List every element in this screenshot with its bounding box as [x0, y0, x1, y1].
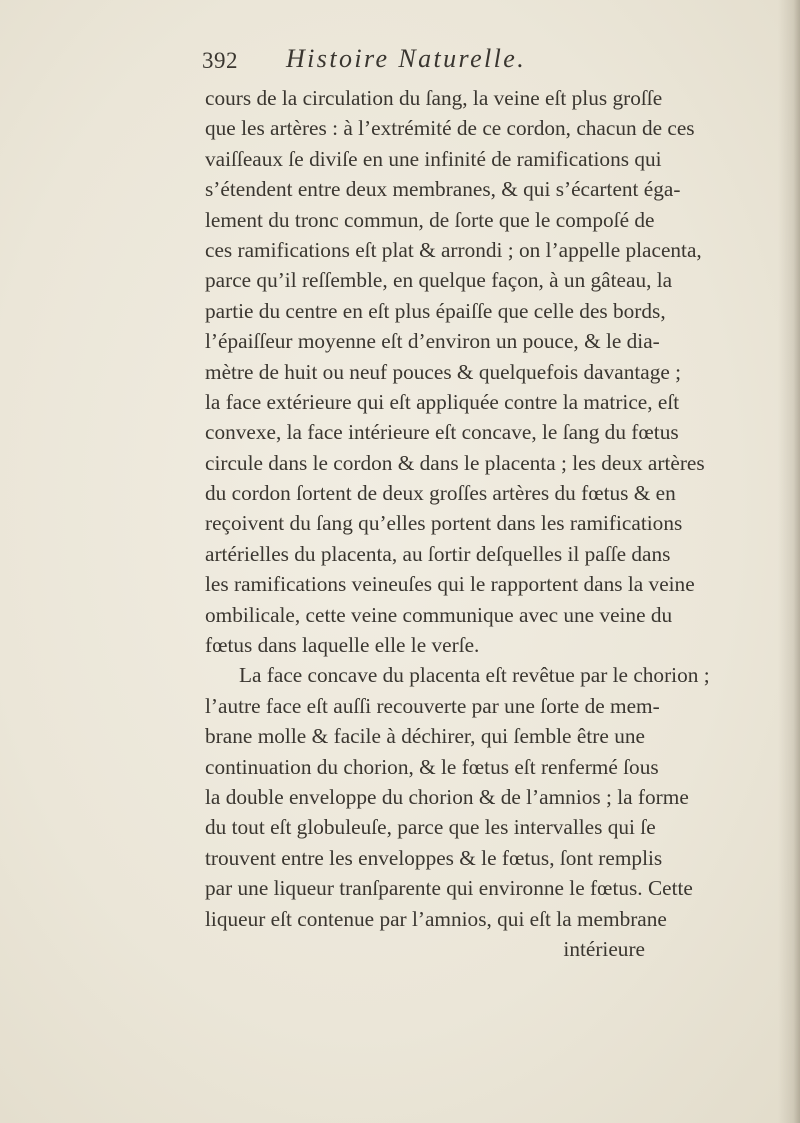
text-line: lement du tronc commun, de ſorte que le compoſé de — [205, 207, 655, 232]
text-line: que les artères : à l’extrémité de ce cordon, chacun de ces — [205, 116, 695, 141]
text-line: la face extérieure qui eſt appliquée contre la matrice, eſt — [205, 389, 680, 414]
text-line: l’épaiſſeur moyenne eſt d’environ un pouce, & le dia- — [205, 329, 660, 354]
text-line: du tout eſt globuleuſe, parce que les intervalles qui ſe — [205, 815, 656, 840]
page-number: 392 — [202, 48, 238, 73]
text-line: continuation du chorion, & le fœtus eſt renfermé ſous — [205, 754, 659, 779]
text-line: la double enveloppe du chorion & de l’amnios ; la forme — [205, 784, 689, 809]
text-line: trouvent entre les enveloppes & le fœtus, ſont remplis — [205, 845, 663, 870]
text-line: par une liqueur tranſparente qui environne le fœtus. Cette — [205, 876, 693, 901]
text-line: artérielles du placenta, au ſortir deſquelles il paſſe dans — [205, 541, 671, 566]
text-line: ombilicale, cette veine communique avec une veine du — [205, 602, 673, 627]
page-edge-shadow — [778, 0, 800, 1123]
text-line: fœtus dans laquelle elle le verſe. — [205, 633, 480, 658]
text-line: s’étendent entre deux membranes, & qui s’écartent éga- — [205, 177, 681, 202]
text-line: brane molle & facile à déchirer, qui ſemble être une — [205, 724, 645, 749]
text-line: du cordon ſortent de deux groſſes artères du fœtus & en — [205, 481, 676, 506]
text-line: reçoivent du ſang qu’elles portent dans les ramifications — [205, 511, 683, 536]
text-line: partie du centre en eſt plus épaiſſe que celle des bords, — [205, 298, 666, 323]
text-line: vaiſſeaux ſe diviſe en une infinité de ramifications qui — [205, 146, 662, 171]
text-line: convexe, la face intérieure eſt concave, le ſang du fœtus — [205, 420, 679, 445]
running-title: Histoire Naturelle. — [286, 44, 527, 73]
text-line: ces ramifications eſt plat & arrondi ; on l’appelle placenta, — [205, 237, 702, 262]
text-line: cours de la circulation du ſang, la veine eſt plus groſſe — [205, 86, 663, 110]
text-line: l’autre face eſt auſſi recouverte par une ſorte de mem- — [205, 693, 660, 718]
body-text — [205, 83, 710, 964]
text-line: mètre de huit ou neuf pouces & quelquefois davantage ; — [205, 359, 682, 384]
page-header — [202, 44, 642, 84]
catchword: intérieure — [563, 936, 645, 961]
text-line: La face concave du placenta eſt revêtue par le chorion ; — [239, 663, 710, 688]
text-line: liqueur eſt contenue par l’amnios, qui eſt la membrane — [205, 906, 667, 931]
text-line: circule dans le cordon & dans le placenta ; les deux artères — [205, 450, 705, 475]
text-line: parce qu’il reſſemble, en quelque façon, à un gâteau, la — [205, 268, 673, 293]
text-line: les ramifications veineuſes qui le rapportent dans la veine — [205, 572, 695, 597]
